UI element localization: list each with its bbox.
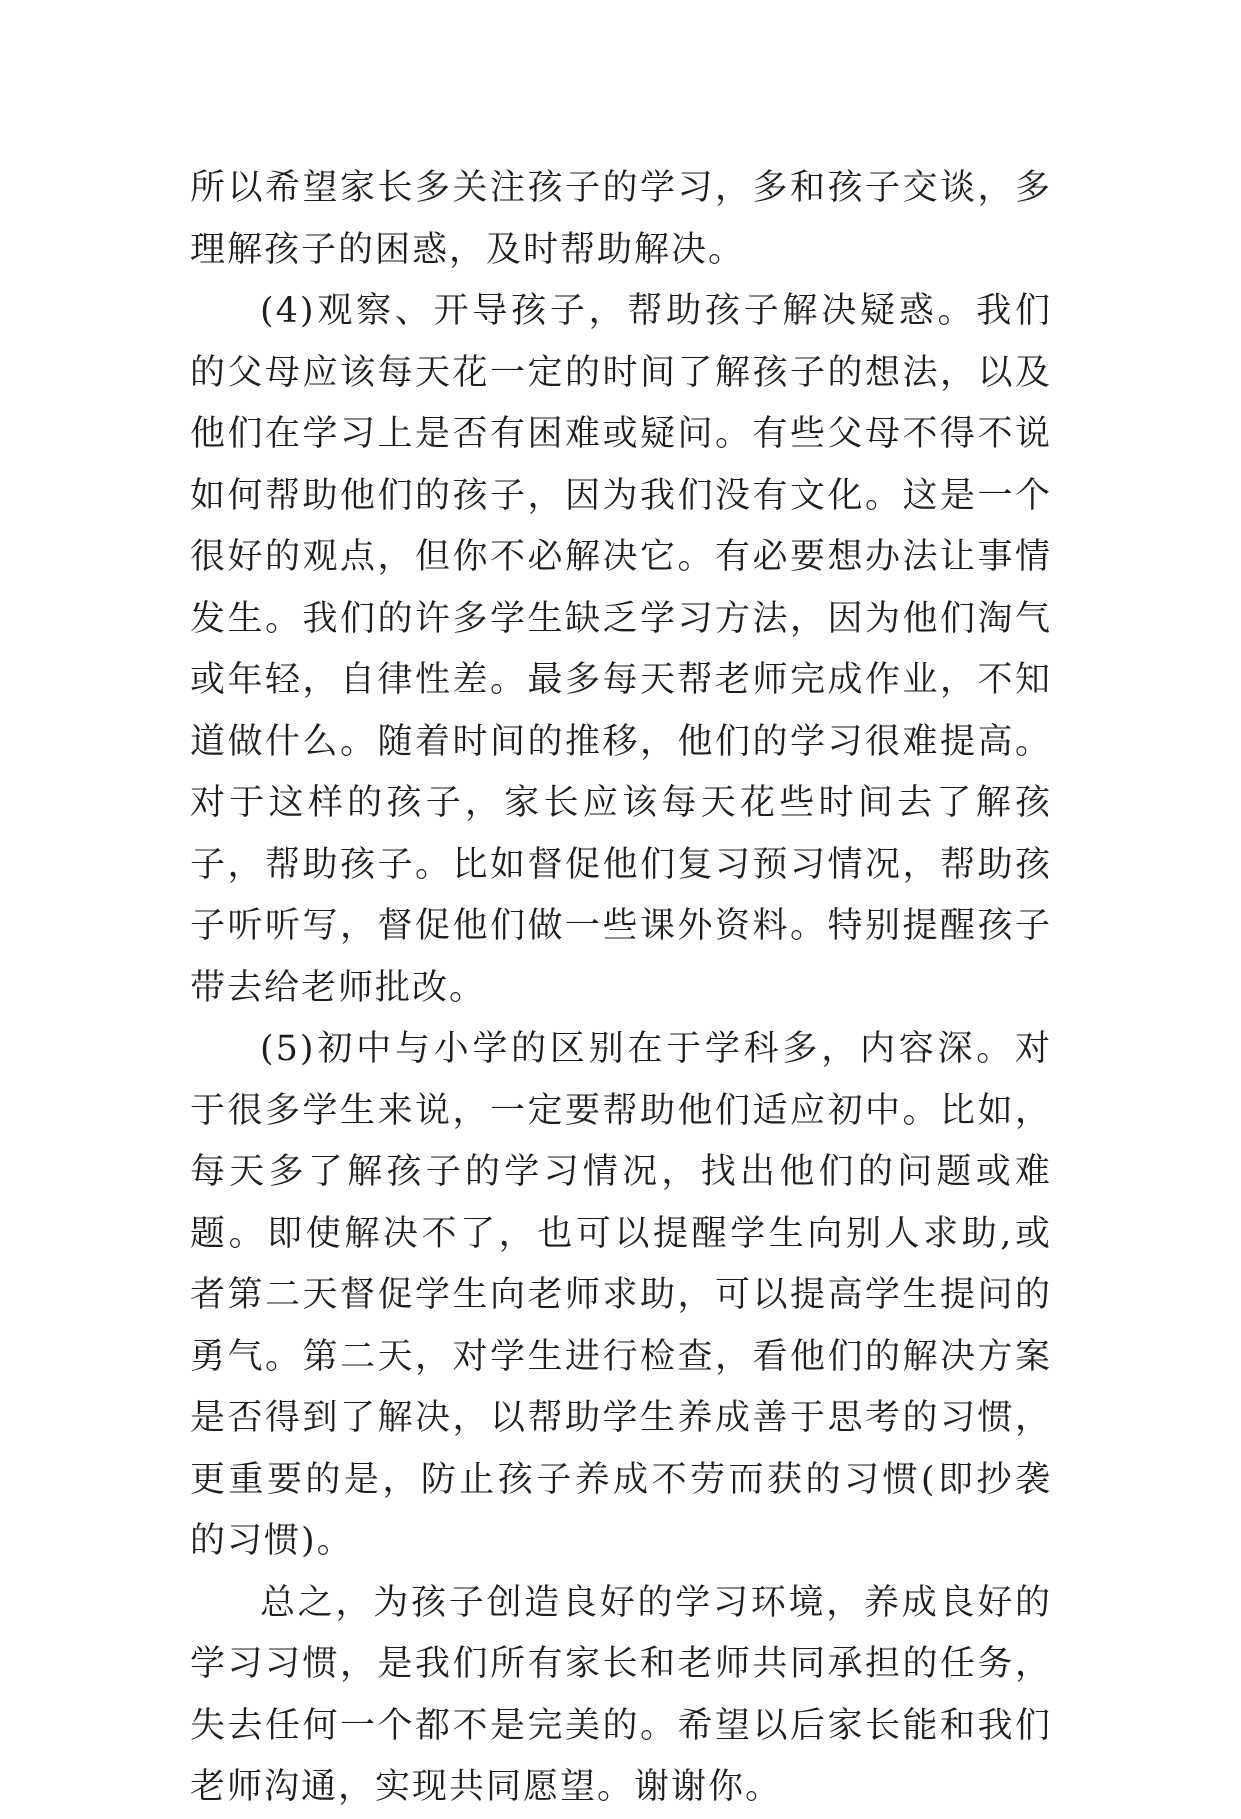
document-body	[190, 158, 1052, 1819]
paragraph-continuation: 所以希望家长多关注孩子的学习，多和孩子交谈，多理解孩子的困惑，及时帮助解决。	[190, 168, 1052, 270]
paragraph-item-4: (4)观察、开导孩子，帮助孩子解决疑惑。我们的父母应该每天花一定的时间了解孩子的想法，以及他们在学习上是否有困难或疑问。有些父母不得不说如何帮助他们的孩子，因为我们没有文化。这是一个很好的观点，但你不必解决它。有必要想办法让事情发生。我们的许多学生缺乏学习方法，因为他们淘气或年轻，自律性差。最多每天帮老师完成作业，不知道做什么。随着时间的推移，他们的学习很难提高。对于这样的孩子，家长应该每天花些时间去了解孩子，帮助孩子。比如督促他们复习预习情况，帮助孩子听听写，督促他们做一些课外资料。特别提醒孩子带去给老师批改。	[190, 291, 1052, 1008]
paragraph-item-5: (5)初中与小学的区别在于学科多，内容深。对于很多学生来说，一定要帮助他们适应初中。比如，每天多了解孩子的学习情况，找出他们的问题或难题。即使解决不了，也可以提醒学生向别人求助,或者第二天督促学生向老师求助，可以提高学生提问的勇气。第二天，对学生进行检查，看他们的解决方案是否得到了解决，以帮助学生养成善于思考的习惯，更重要的是，防止孩子养成不劳而获的习惯(即抄袭的习惯)。	[190, 1029, 1052, 1561]
paragraph-conclusion: 总之，为孩子创造良好的学习环境，养成良好的学习习惯，是我们所有家长和老师共同承担的任务，失去任何一个都不是完美的。希望以后家长能和我们老师沟通，实现共同愿望。谢谢你。	[190, 1582, 1052, 1807]
